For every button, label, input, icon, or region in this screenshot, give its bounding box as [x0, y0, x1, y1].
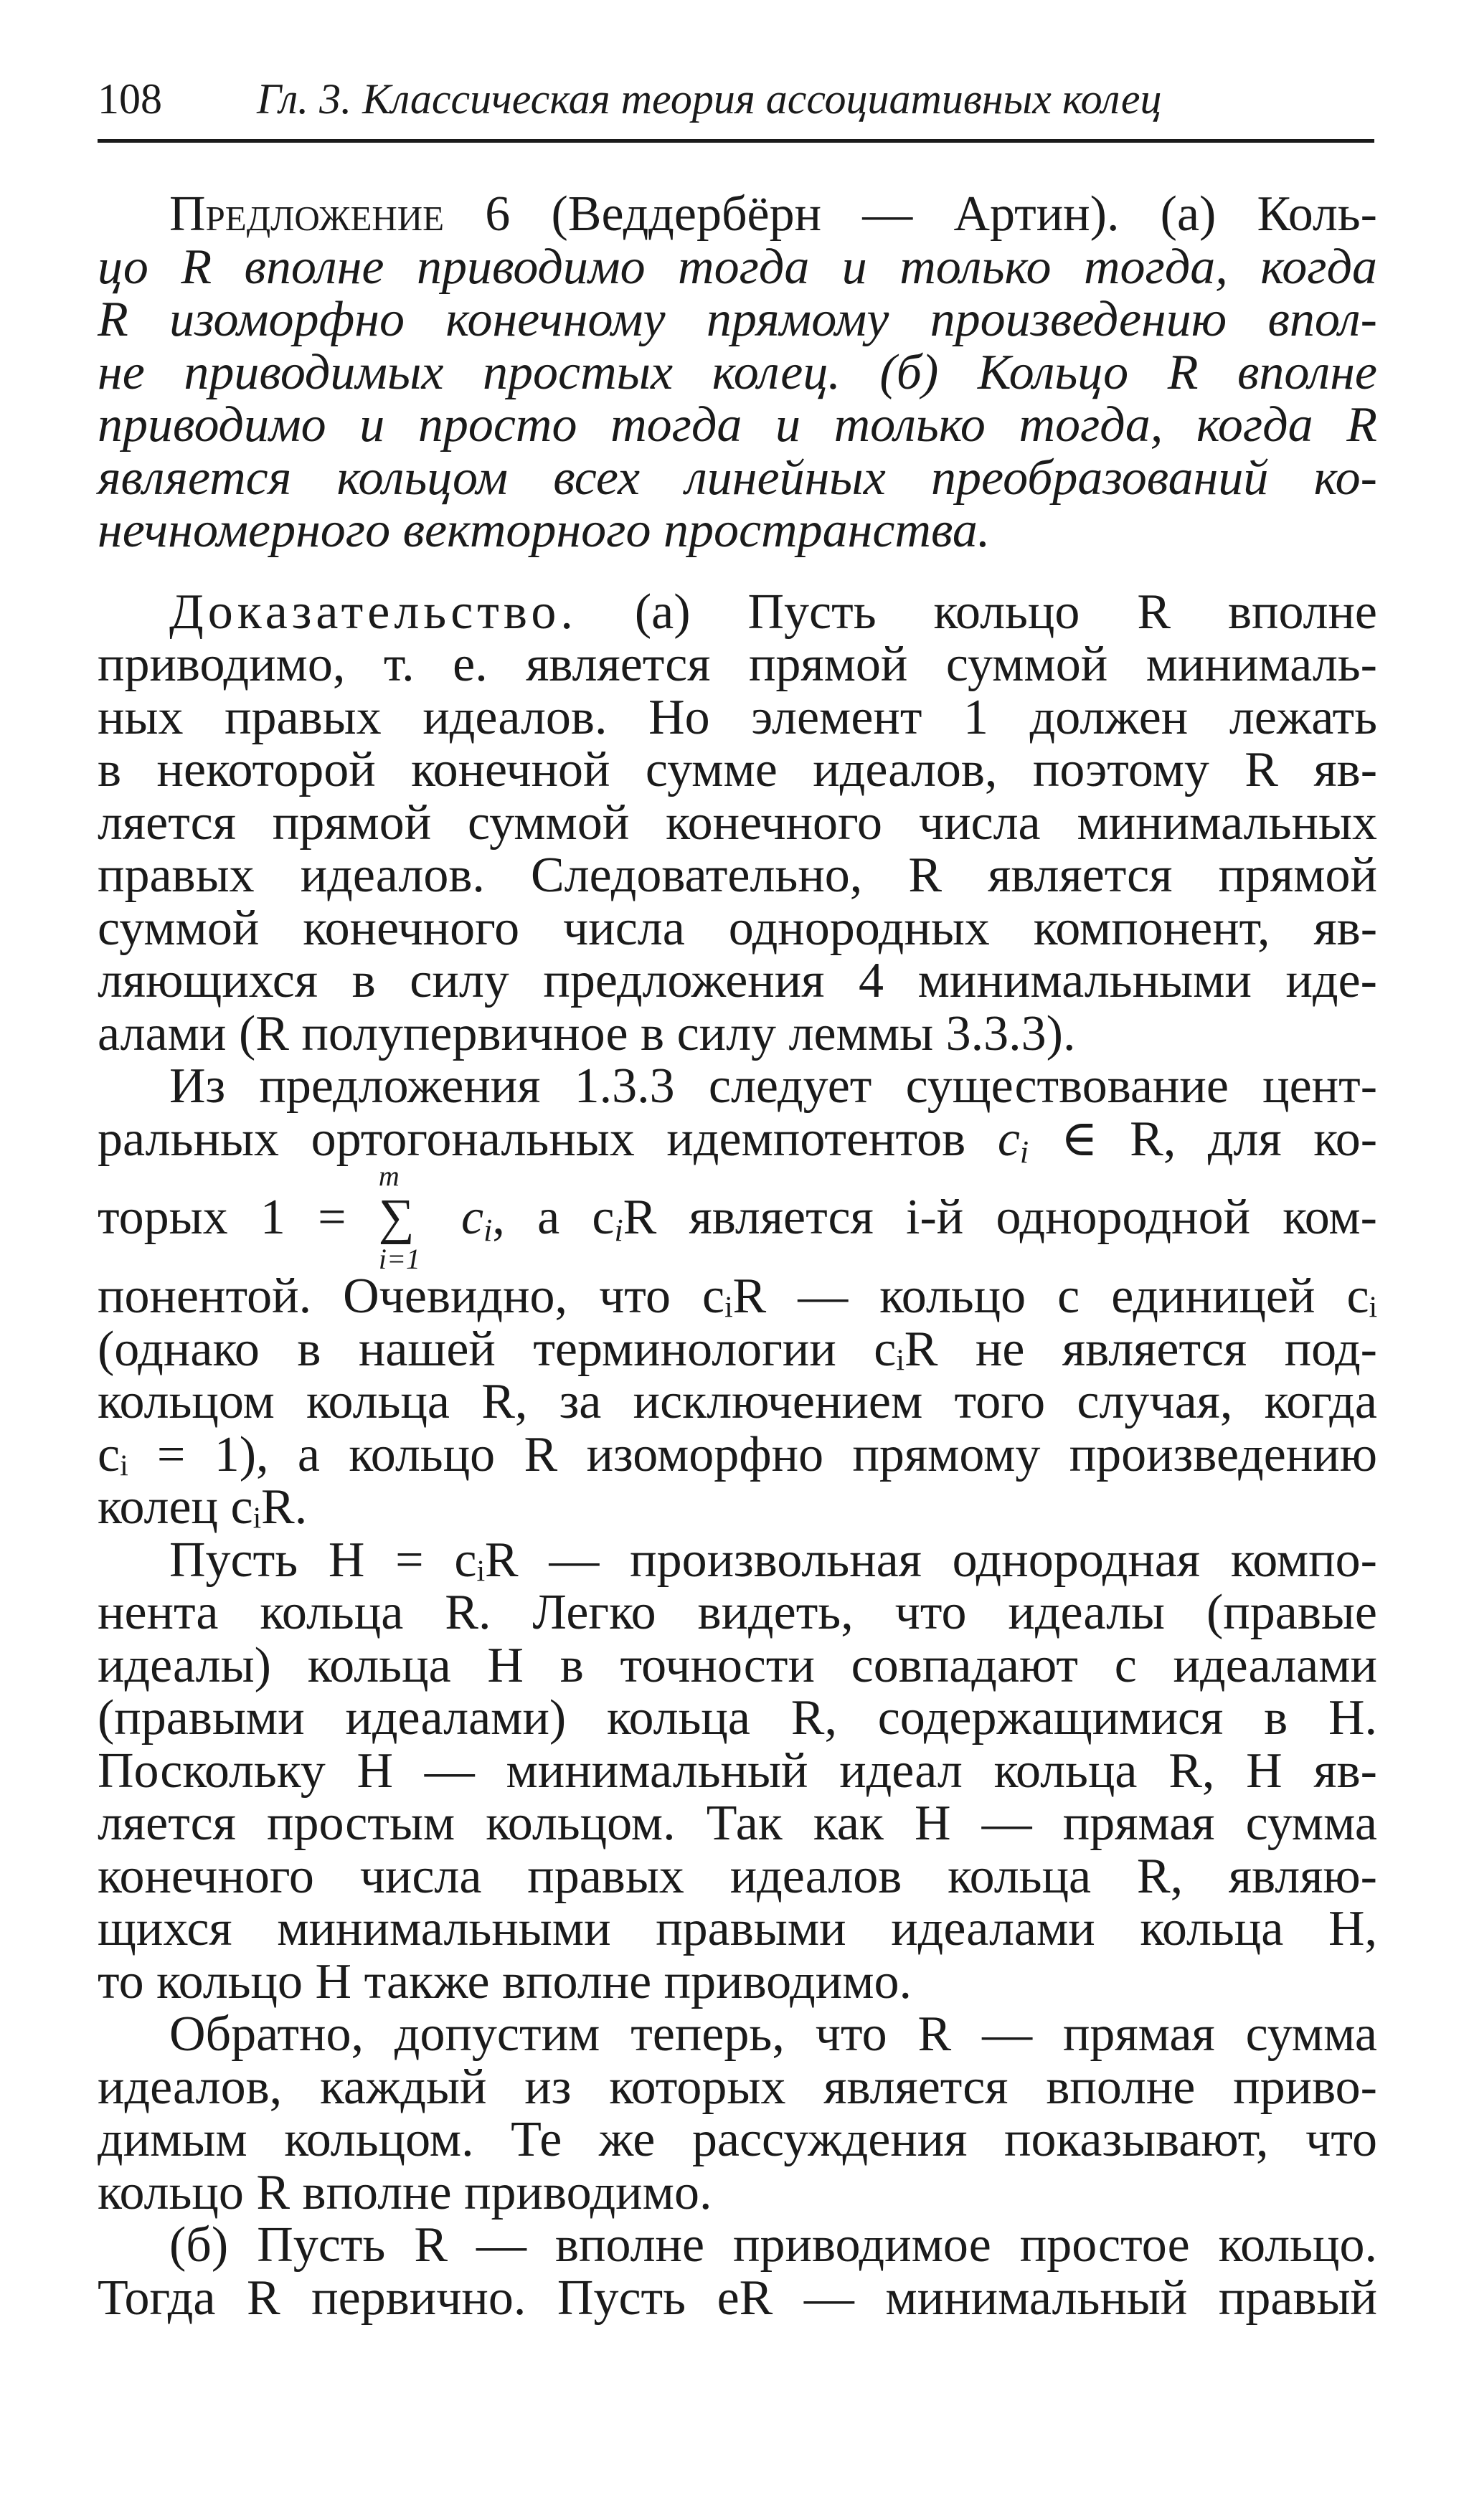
- proof-paragraph-3: [98, 1534, 1377, 2009]
- text-line: ральных ортогональных идемпотентов $c_i$ ∈ R, для ко-: [98, 1111, 1378, 1170]
- text-line: (б) Пусть R — вполне приводимое простое кольцо.: [169, 2217, 1377, 2273]
- sum-upper-limit: m: [378, 1160, 400, 1192]
- text-line: не приводимых простых колец. (б) Кольцо R вполне: [98, 344, 1377, 400]
- text-line: (однако в нашей терминологии cᵢR не является под-: [98, 1321, 1377, 1377]
- text-line: алами (R полупервичное в силу леммы 3.3.3).: [98, 1005, 1076, 1061]
- proof-paragraph-5: [98, 2219, 1377, 2324]
- text-line: нечномерного векторного пространства.: [98, 503, 991, 558]
- text-line: правых идеалов. Следовательно, R является прямой: [98, 848, 1377, 903]
- sum-lower-limit: i=1: [378, 1243, 420, 1275]
- text-line: Пусть H = cᵢR — произвольная однородная компо-: [169, 1532, 1377, 1588]
- text-line: суммой конечного числа однородных компонент, яв-: [98, 900, 1377, 956]
- text-line: Тогда R первично. Пусть eR — минимальный правый: [98, 2270, 1377, 2326]
- summation: [378, 1160, 429, 1275]
- page-body: [98, 188, 1377, 2324]
- text-line: колец cᵢR.: [98, 1479, 308, 1535]
- text-line: cᵢ = 1), а кольцо R изоморфно прямому произведению: [98, 1426, 1377, 1482]
- summation-line: торых 1 = m ∑ i=1 $c_i$, а $c_iR$ является i-й однородной ком-: [98, 1165, 1377, 1270]
- text-line: Поскольку H — минимальный идеал кольца R, H яв-: [98, 1743, 1377, 1799]
- proof-paragraph-2: [98, 1060, 1377, 1534]
- text-line: приводимо, т. е. является прямой суммой минималь-: [98, 637, 1377, 692]
- text-line: является кольцом всех линейных преобразований ко-: [98, 450, 1377, 506]
- text-line: то кольцо H также вполне приводимо.: [98, 1953, 912, 2009]
- text-line: идеалы) кольца H в точности совпадают с идеалами: [98, 1637, 1377, 1693]
- sum-sign: ∑: [378, 1190, 415, 1245]
- text-line: ляется прямой суммой конечного числа минимальных: [98, 795, 1377, 851]
- text-line: в некоторой конечной сумме идеалов, поэтому R яв-: [98, 742, 1377, 797]
- text-line: кольцо R вполне приводимо.: [98, 2164, 712, 2220]
- text-line: Предложение 6 (Веддербёрн — Артин). (а) Коль-: [169, 186, 1377, 242]
- page-number: 108: [98, 75, 162, 123]
- text-line: щихся минимальными правыми идеалами кольца H,: [98, 1901, 1377, 1956]
- text-line: Доказательство. (а) Пусть кольцо R вполне: [169, 584, 1377, 640]
- text-line: Из предложения 1.3.3 следует существование цент-: [169, 1058, 1377, 1114]
- text-line: Обратно, допустим теперь, что R — прямая сумма: [169, 2007, 1377, 2062]
- text-line: R изоморфно конечному прямому произведению впол-: [98, 292, 1377, 347]
- text-line: (правыми идеалами) кольца R, содержащимися в H.: [98, 1690, 1377, 1745]
- text-line: понентой. Очевидно, что cᵢR — кольцо с единицей cᵢ: [98, 1269, 1377, 1324]
- text-line: цо R вполне приводимо тогда и только тогда, когда: [98, 239, 1377, 295]
- text-line: ляющихся в силу предложения 4 минимальными иде-: [98, 953, 1377, 1008]
- text-line: нента кольца R. Легко видеть, что идеалы (правые: [98, 1585, 1377, 1640]
- text-line: приводимо и просто тогда и только тогда, когда R: [98, 397, 1377, 453]
- formula-prefix: торых 1 =: [98, 1190, 379, 1245]
- proof-paragraph-4: [98, 2008, 1377, 2219]
- running-title: Гл. 3. Классическая теория ассоциативных колец: [257, 75, 1162, 123]
- proposition-label: Предложение 6: [169, 186, 511, 242]
- text-line: димым кольцом. Те же рассуждения показывают, что: [98, 2112, 1377, 2167]
- proposition-block: [98, 188, 1377, 557]
- proof-label: Доказательство.: [169, 584, 577, 640]
- text-line: кольцом кольца R, за исключением того случая, когда: [98, 1374, 1377, 1429]
- text-line: идеалов, каждый из которых является вполне приво-: [98, 2059, 1377, 2115]
- text-line: ляется простым кольцом. Так как H — прямая сумма: [98, 1796, 1377, 1851]
- text-line: конечного числа правых идеалов кольца R, являю-: [98, 1848, 1377, 1904]
- header-rule: [98, 139, 1374, 143]
- text-line: ных правых идеалов. Но элемент 1 должен лежать: [98, 689, 1377, 745]
- page-header: [98, 70, 1374, 135]
- paragraph-gap: [98, 557, 1377, 586]
- proof-paragraph-1: [98, 586, 1377, 1061]
